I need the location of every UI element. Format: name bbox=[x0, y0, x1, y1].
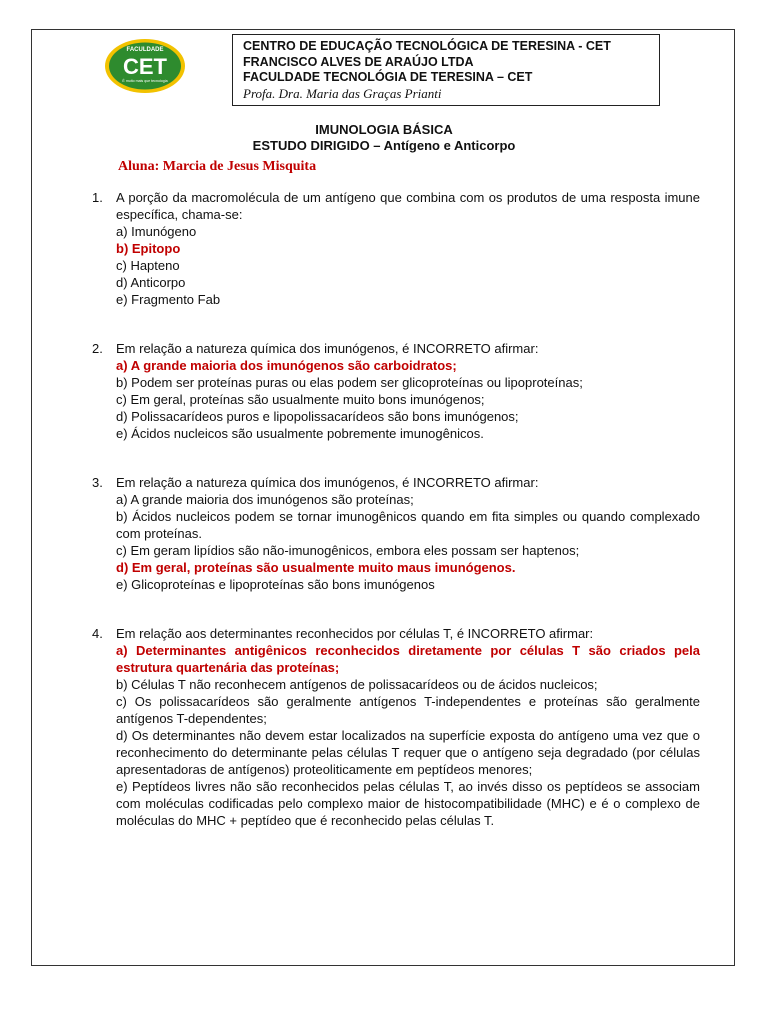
question-stem: Em relação aos determinantes reconhecidos por células T, é INCORRETO afirmar: bbox=[116, 626, 594, 641]
option-a-answer: a) Determinantes antigênicos reconhecidos diretamente por células T são criados pela estrutura quartenária das proteínas; bbox=[116, 643, 700, 675]
question-1 bbox=[92, 189, 700, 308]
option-c: c) Os polissacarídeos são geralmente antígenos T-independentes e proteínas são geralmente antígenos T-dependentes; bbox=[116, 694, 700, 726]
logo-main-text: CET bbox=[123, 54, 167, 79]
professor-name: Profa. Dra. Maria das Graças Prianti bbox=[243, 85, 442, 101]
option-c: c) Em geral, proteínas são usualmente muito bons imunógenos; bbox=[116, 392, 485, 407]
option-b: b) Ácidos nucleicos podem se tornar imunogênicos quando em fita simples ou quando complexado com proteínas. bbox=[116, 509, 700, 541]
question-stem: A porção da macromolécula de um antígeno que combina com os produtos de uma resposta imune específica, chama-se: bbox=[116, 190, 700, 222]
option-d: d) Os determinantes não devem estar localizados na superfície exposta do antígeno uma vez que o reconhecimento do determinante pelas células T requer que o antígeno seja degradado (por células apresentadoras de antígenos) proteoliticamente em peptídeos menores; bbox=[116, 728, 700, 777]
cet-logo bbox=[104, 38, 186, 94]
logo-sub-text: É muito mais que tecnologia bbox=[122, 79, 168, 83]
institution-line-2: FRANCISCO ALVES DE ARAÚJO LTDA bbox=[243, 54, 474, 69]
option-b: b) Células T não reconhecem antígenos de polissacarídeos ou de ácidos nucleicos; bbox=[116, 677, 598, 692]
option-d: d) Anticorpo bbox=[116, 275, 186, 290]
document-titles bbox=[0, 122, 768, 154]
option-a: a) A grande maioria dos imunógenos são proteínas; bbox=[116, 492, 414, 507]
option-d-answer: d) Em geral, proteínas são usualmente muito maus imunógenos. bbox=[116, 560, 516, 575]
option-b-answer: b) Epitopo bbox=[116, 241, 181, 256]
option-e: e) Ácidos nucleicos são usualmente pobremente imunogênicos. bbox=[116, 426, 484, 441]
document-subtitle: ESTUDO DIRIGIDO – Antígeno e Anticorpo bbox=[252, 138, 516, 153]
option-c: c) Em geram lipídios são não-imunogênicos, embora eles possam ser haptenos; bbox=[116, 543, 580, 558]
student-name: Aluna: Marcia de Jesus Misquita bbox=[118, 159, 317, 174]
option-c: c) Hapteno bbox=[116, 258, 180, 273]
course-title: IMUNOLOGIA BÁSICA bbox=[315, 122, 453, 137]
question-4 bbox=[92, 625, 700, 829]
option-e: e) Glicoproteínas e lipoproteínas são bons imunógenos bbox=[116, 577, 435, 592]
option-e: e) Fragmento Fab bbox=[116, 292, 221, 307]
question-number: 1. bbox=[92, 190, 103, 205]
institution-header bbox=[232, 34, 660, 106]
question-number: 2. bbox=[92, 341, 103, 356]
option-e: e) Peptídeos livres não são reconhecidos pelas células T, ao invés disso os peptídeos se associam com moléculas codificadas pelo complexo maior de histocompatibilidade (MHC) e é o complexo de moléculas do MHC + peptídeo que é reconhecido pelas células T. bbox=[116, 779, 700, 828]
question-3 bbox=[92, 474, 700, 593]
institution-line-3: FACULDADE TECNOLÓGIA DE TERESINA – CET bbox=[243, 70, 533, 84]
institution-line-1: CENTRO DE EDUCAÇÃO TECNOLÓGICA DE TERESINA - CET bbox=[243, 39, 611, 53]
question-number: 3. bbox=[92, 475, 103, 490]
option-a: a) Imunógeno bbox=[116, 224, 197, 239]
question-2 bbox=[92, 340, 700, 442]
option-a-answer: a) A grande maioria dos imunógenos são carboidratos; bbox=[116, 358, 457, 373]
question-stem: Em relação a natureza química dos imunógenos, é INCORRETO afirmar: bbox=[116, 475, 539, 490]
option-d: d) Polissacarídeos puros e lipopolissacarídeos são bons imunógenos; bbox=[116, 409, 519, 424]
option-b: b) Podem ser proteínas puras ou elas podem ser glicoproteínas ou lipoproteínas; bbox=[116, 375, 583, 390]
question-number: 4. bbox=[92, 626, 103, 641]
logo-top-text: FACULDADE bbox=[126, 47, 164, 53]
question-stem: Em relação a natureza química dos imunógenos, é INCORRETO afirmar: bbox=[116, 341, 539, 356]
